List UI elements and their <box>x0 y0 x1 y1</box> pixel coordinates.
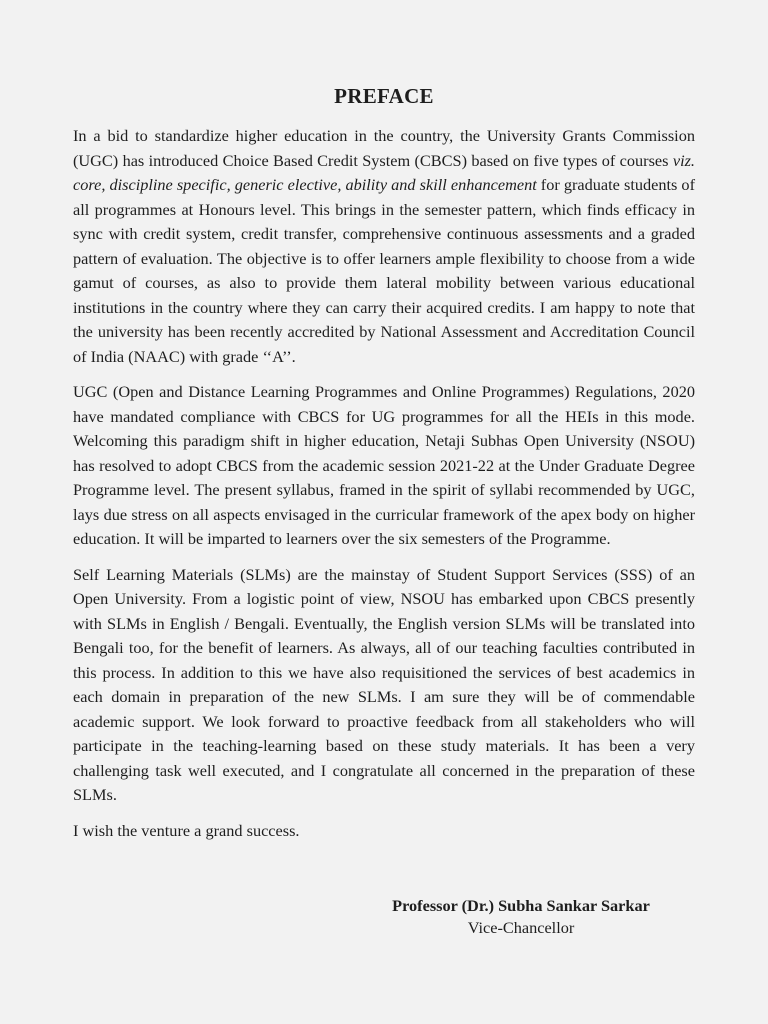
page-title: PREFACE <box>334 84 434 108</box>
paragraph-self-learning-materials: Self Learning Materials (SLMs) are the mainstay of Student Support Services (SSS) of an Open University. From a logistic point of view, NSOU has embarked upon CBCS presently with SLMs in English / Bengali. Eventually, the English version SLMs will be translated into Bengali too, for the benefit of learners. As always, all of our teaching faculties contributed in this process. In addition to this we have also requisitioned the services of best academics in each domain in preparation of the new SLMs. I am sure they will be of commendable academic support. We look forward to proactive feedback from all stakeholders who will participate in the teaching-learning based on these study materials. It has been a very challenging task well executed, and I congratulate all concerned in the preparation of these SLMs. <box>73 564 695 804</box>
paragraph-cbcs-introduction <box>73 124 695 369</box>
signatory-designation: Vice-Chancellor <box>467 918 575 937</box>
closing-wish: I wish the venture a grand success. <box>73 820 300 840</box>
paragraph-ugc-regulations: UGC (Open and Distance Learning Programmes and Online Programmes) Regulations, 2020 have mandated compliance with CBCS for UG programmes for all the HEIs in this mode. Welcoming this paradigm shift in higher education, Netaji Subhas Open University (NSOU) has resolved to adopt CBCS from the academic session 2021-22 at the Under Graduate Degree Programme level. The present syllabus, framed in the spirit of syllabi recommended by UGC, lays due stress on all aspects envisaged in the curricular framework of the apex body on higher education. It will be imparted to learners over the six semesters of the Programme. <box>73 382 695 548</box>
paragraph-1-text-end: for graduate students of all programmes at Honours level. This brings in the semester pattern, which finds efficacy in sync with credit system, credit transfer, comprehensive continuous assessments and a graded pattern of evaluation. The objective is to offer learners ample flexibility to choose from a wide gamut of courses, as also to provide them lateral mobility between various educational institutions in the country where they can carry their acquired credits. I am happy to note that the university has been recently accredited by National Assessment and Accreditation Council of India (NAAC) with grade ‘‘A’’. <box>73 175 695 366</box>
signatory-name: Professor (Dr.) Subha Sankar Sarkar <box>392 896 650 915</box>
paragraph-1-text-start: In a bid to standardize higher education in the country, the University Grants Commission (UGC) has introduced Choice Based Credit System (CBCS) based on five types of courses <box>73 126 695 170</box>
course-types-italic: viz. core, discipline specific, generic elective, ability and skill enhancement <box>73 150 695 194</box>
signature-block <box>376 895 666 939</box>
preface-body <box>73 124 695 843</box>
